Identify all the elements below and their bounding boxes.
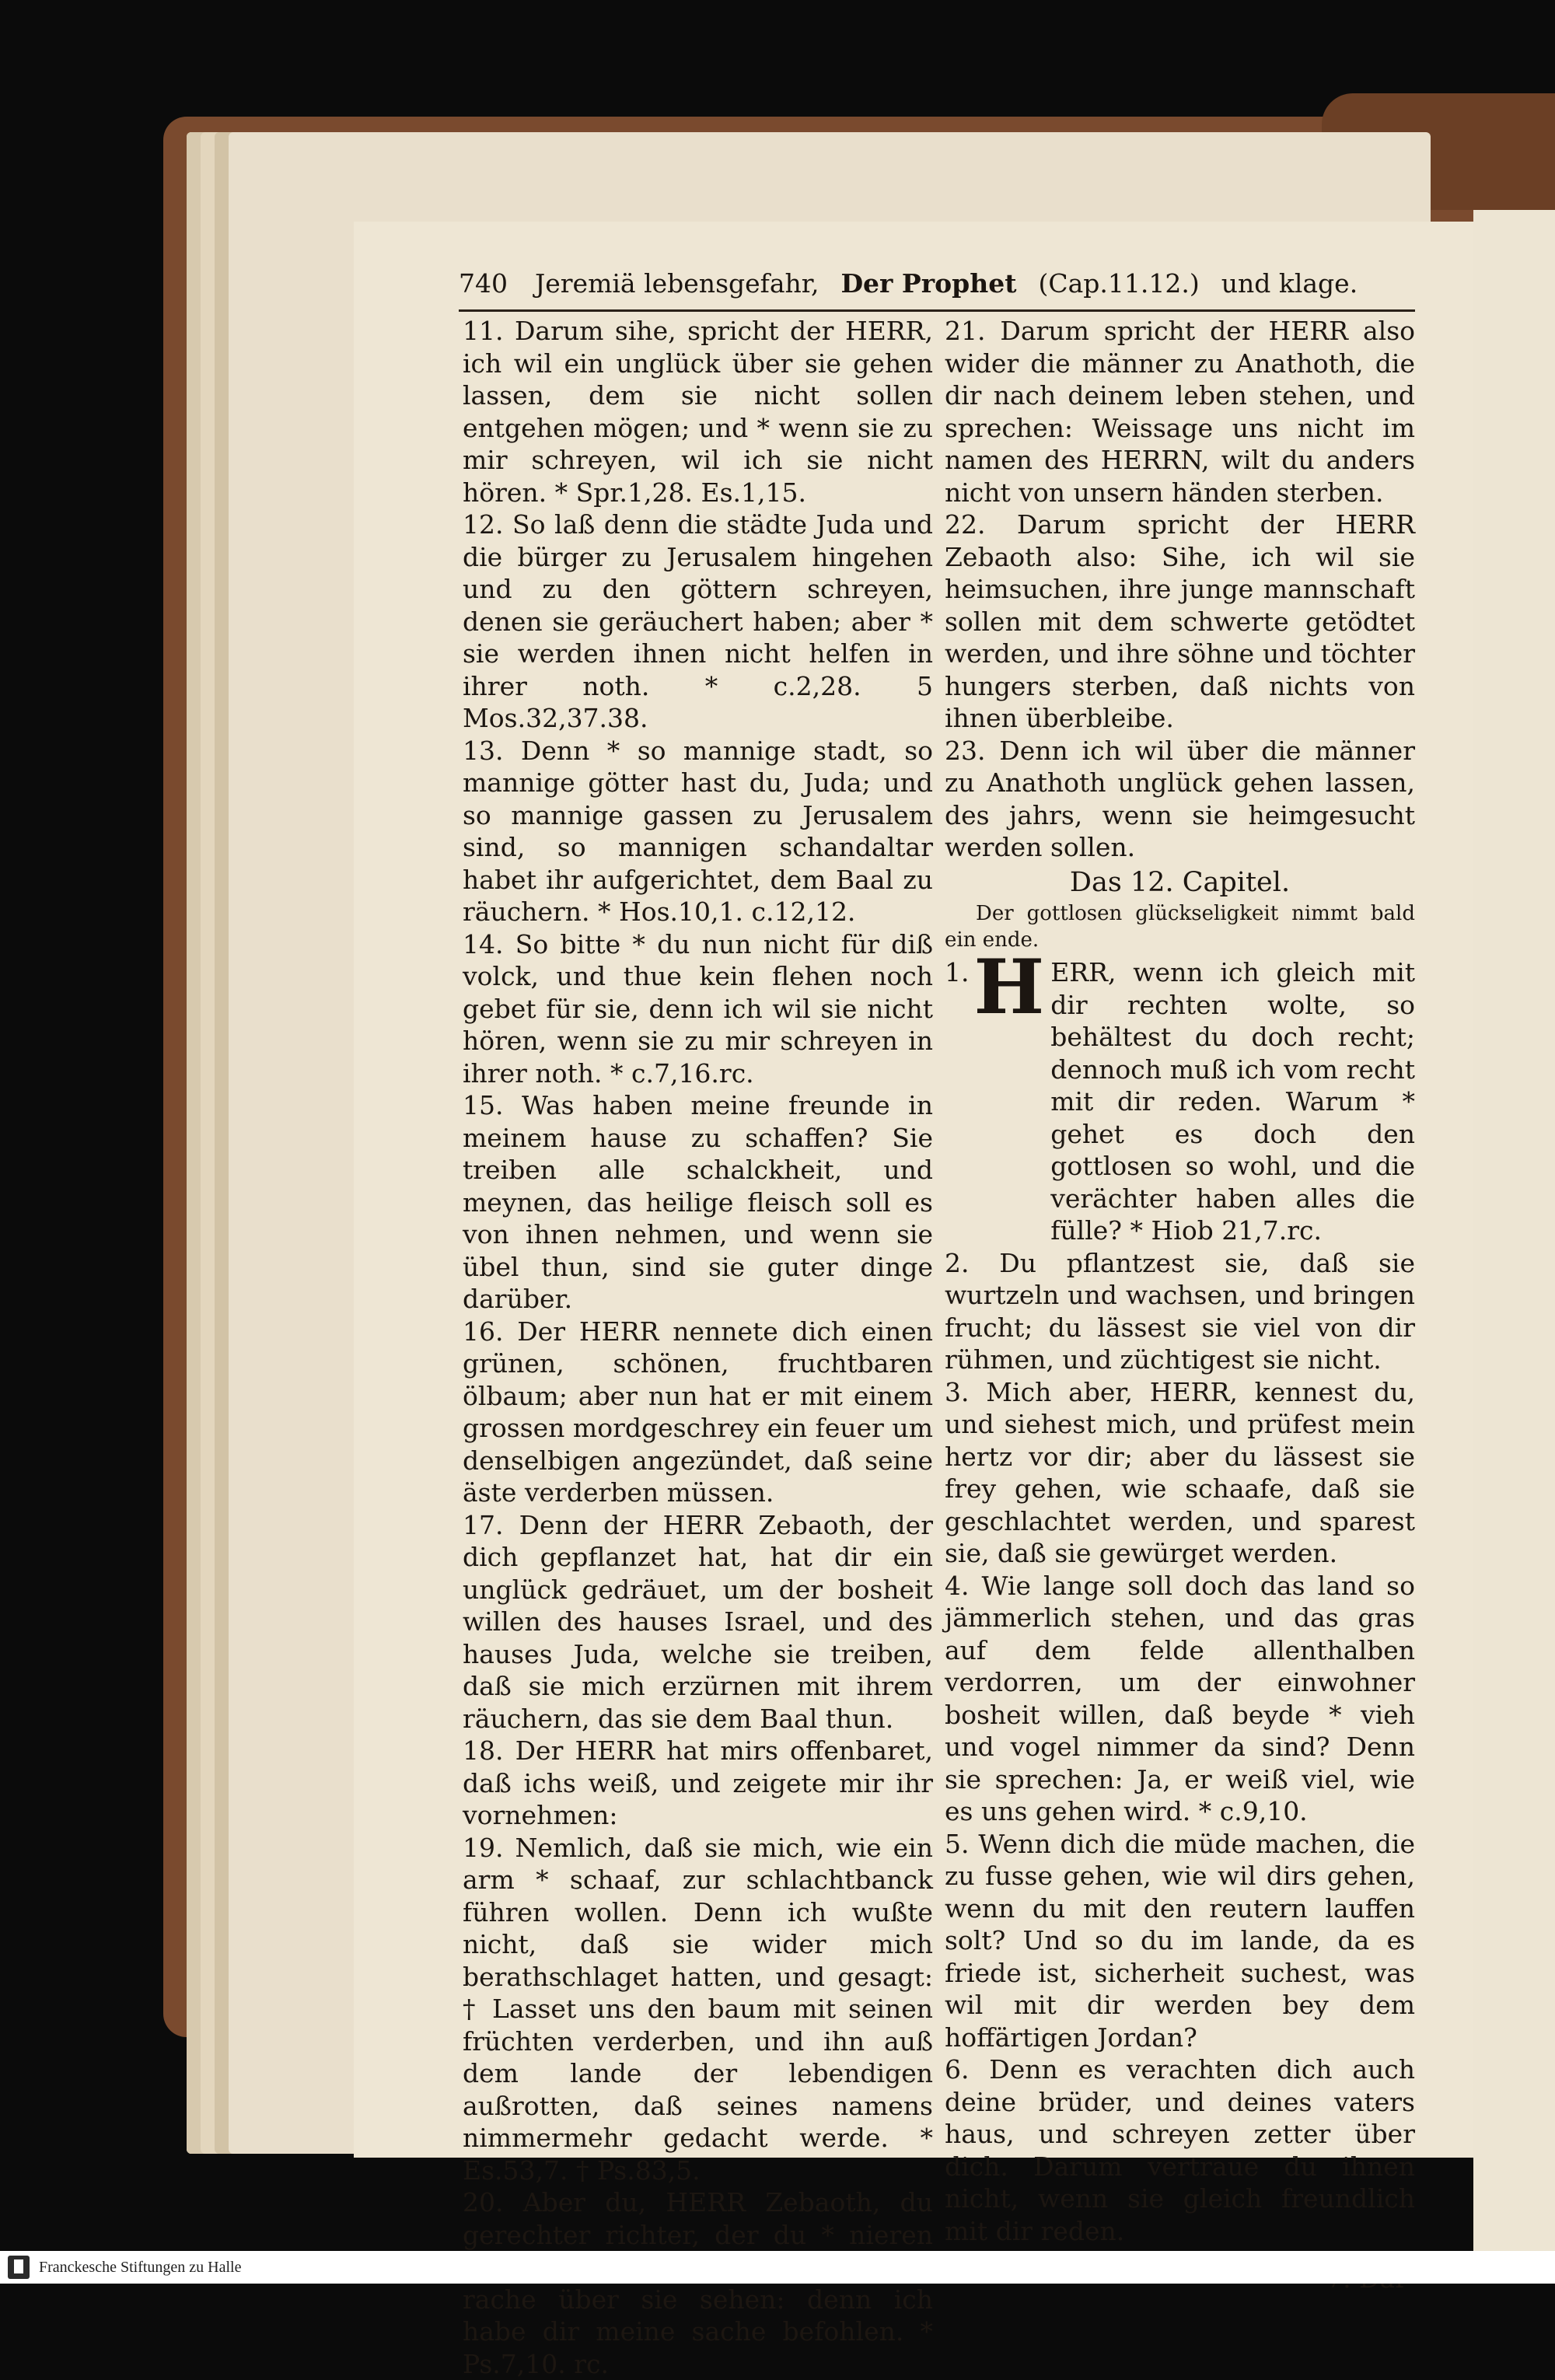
verse-1 [945,943,1415,1247]
verse-11: 11. Darum sihe, spricht der HERR, ich wil ein unglück über sie gehen lassen, dem sie nicht sollen entgehen mögen; und * wenn sie zu mir schreyen, wil ich sie nicht hören. * Spr.1,28. Es.1,15. [463,316,933,508]
verse-16: 16. Der HERR nennete dich einen grünen, schönen, fruchtbaren ölbaum; aber nun hat er mit einem grossen mordgeschrey ein feuer um denselbigen angezündet, daß seine äste verderben müssen. [463,1316,933,1508]
footer-bar [0,2251,1555,2284]
verse-3: 3. Mich aber, HERR, kennest du, und siehest mich, und prüfest mein hertz vor dir; aber du lässest sie frey gehen, wie schaafe, daß sie geschlachtet werden, und sparest sie, daß sie gewürget werden. [945,1376,1415,1568]
verse-4: 4. Wie lange soll doch das land so jämmerlich stehen, und das gras auf dem felde allenthalben verdorren, um der einwohner bosheit willen, daß beyde * vieh und vogel nimmer da sind? Denn sie sprechen: Ja, er weiß viel, wie es uns gehen wird. * c.9,10. [945,1570,1415,1826]
verse-1-text: ERR, wenn ich gleich mit dir rechten wolte, so behältest du doch recht; dennoch muß ich vom recht mit dir reden. Warum * gehet es doch den gottlosen so wohl, und die verächter haben alles die fülle? * Hiob 21,7.rc. [1050,957,1415,1246]
page-number: 740 [459,268,508,299]
footer-institution: Franckesche Stiftungen zu Halle [39,2258,242,2276]
chapter-summary: Der gottlosen glückseligkeit nimmt bald ein ende. [945,902,1415,952]
verse-1-number: 1. [945,957,970,987]
verse-18: 18. Der HERR hat mirs offenbaret, daß ichs weiß, und zeigete mir ihr vornehmen: [463,1735,933,1830]
verse-22: 22. Darum spricht der HERR Zebaoth also: Sihe, ich wil sie heimsuchen, ihre junge mannschaft sollen mit dem schwerte getödtet werden, und ihre söhne und töchter hungers sterben, daß nichts von ihnen überbleibe. [945,509,1415,733]
drop-cap-letter: H [973,943,1045,1031]
verse-6: 6. Denn es verachten dich auch deine brüder, und deines vaters haus, und schreyen zetter über dich. Darum vertraue du ihnen nicht, wenn sie gleich freundlich mit dir reden. [945,2054,1415,2246]
verse-14: 14. So bitte * du nun nicht für diß volck, und thue kein flehen noch gebet für sie, denn ich wil sie nicht hören, wenn sie zu mir schreyen in ihrer noth. * c.7,16.rc. [463,928,933,1089]
verse-12: 12. So laß denn die städte Juda und die bürger zu Jerusalem hingehen und zu den göttern schreyen, denen sie geräuchert haben; aber * sie werden ihnen nicht helfen in ihrer noth. * c.2,28. 5 Mos.32,37.38. [463,509,933,733]
facing-page-edge [1473,210,1555,2278]
verse-13: 13. Denn * so mannige stadt, so mannige götter hast du, Juda; und so mannige gassen zu Jerusalem sind, so mannigen schandaltar habet ihr aufgerichtet, dem Baal zu räuchern. * Hos.10,1. c.12,12. [463,735,933,927]
running-header [459,268,1415,307]
verse-2: 2. Du pflantzest sie, daß sie wurtzeln und wachsen, und bringen frucht; du lässest sie viel von dir rühmen, und züchtigest sie nicht. [945,1247,1415,1375]
header-center-title: Der Prophet [840,268,1017,299]
header-left-title: Jeremiä lebensgefahr, [535,268,819,299]
verse-15: 15. Was haben meine freunde in meinem hause zu schaffen? Sie treiben alle schalckheit, und meynen, das heilige fleisch soll es von ihnen nehmen, und wenn sie übel thun, sind sie guter dinge darüber. [463,1090,933,1314]
header-rule [459,309,1415,312]
verse-20: 20. Aber du, HERR Zebaoth, du gerechter richter, der du * nieren rache über sie sehen: denn ich habe dir meine sache befohlen. * Ps.7,10. rc. [463,2187,933,2379]
verse-23: 23. Denn ich wil über die männer zu Anathoth unglück gehen lassen, des jahrs, wenn sie heimgesucht werden sollen. [945,735,1415,862]
institution-logo-icon [8,2256,30,2279]
right-column [945,315,1415,2295]
verse-17: 17. Denn der HERR Zebaoth, der dich gepflanzet hat, hat dir ein unglück gedräuet, um der bosheit willen des hauses Israel, und des hauses Juda, welche sie treiben, daß sie mich erzürnen mit ihrem räuchern, das sie dem Baal thun. [463,1509,933,1734]
verse-21: 21. Darum spricht der HERR also wider die männer zu Anathoth, die dir nach deinem leben stehen, und sprechen: Weissage uns nicht im namen des HERRN, wilt du anders nicht von unsern händen sterben. [945,316,1415,508]
left-column [463,315,933,2380]
header-right-title: und klage. [1221,268,1358,299]
verse-19: 19. Nemlich, daß sie mich, wie ein arm * schaaf, zur schlachtbanck führen wollen. Denn ich wußte nicht, daß sie wider mich berathschlaget hatten, und gesagt: † Lasset uns den baum mit seinen früchten verderben, und ihn auß dem lande der lebendigen außrotten, daß seines namens nimmermehr gedacht werde. * Es.53,7. † Ps.83,5. [463,1832,933,2186]
header-chapter-ref: (Cap.11.12.) [1038,268,1200,299]
chapter-title: Das 12. Capitel. [1069,866,1291,898]
verse-5: 5. Wenn dich die müde machen, die zu fusse gehen, wie wil dirs gehen, wenn du mit den reutern lauffen solt? Und so du im lande, da es friede ist, sicherheit suchest, was wil mit dir werden bey dem hoffärtigen Jordan? [945,1828,1415,2053]
